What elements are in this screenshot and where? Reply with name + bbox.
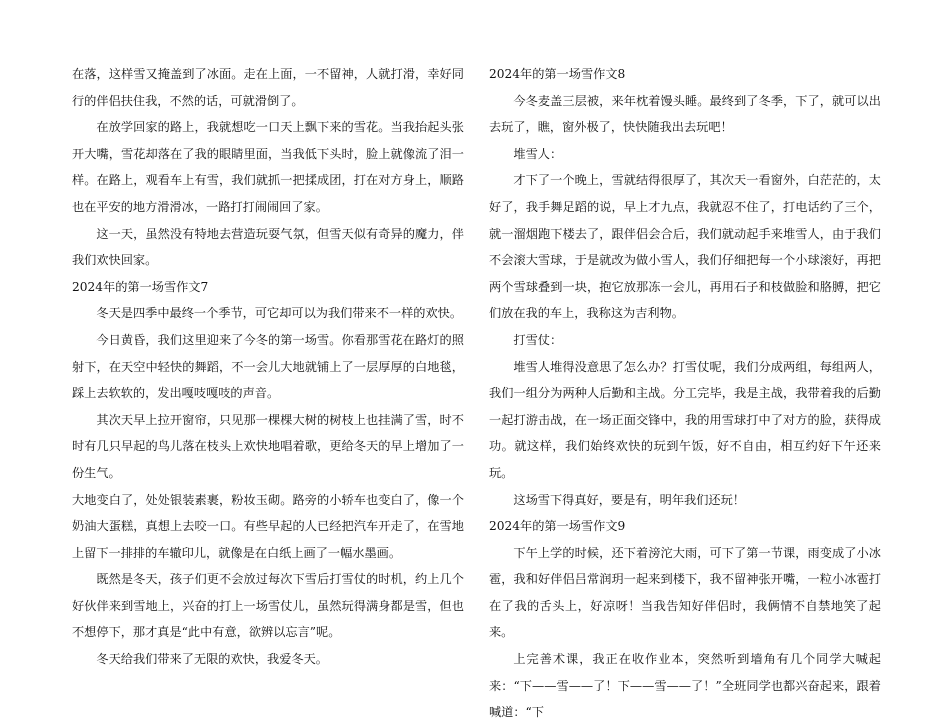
section-heading: 2024年的第一场雪作文8 xyxy=(489,67,626,81)
paragraph: 冬天是四季中最终一个季节，可它却可以为我们带来不一样的欢快。 xyxy=(96,306,463,321)
paragraph: 在放学回家的路上，我就想吃一口天上飘下来的雪花。当我抬起头张开大嘴，雪花却落在了我的眼睛里面，当我低下头时，脸上就像流了泪一样。在路上，观看车上有雪，我们就抓一把揉成团，打在对方身上，顺路也在平安的地方滑滑冰，一路打打闹闹回了家。 xyxy=(72,120,464,214)
section-heading: 2024年的第一场雪作文9 xyxy=(489,519,626,534)
paragraph: 在落，这样雪又掩盖到了冰面。走在上面，一不留神，人就打滑，幸好同行的伴侣扶住我，不然的话，可就滑倒了。 xyxy=(72,67,464,108)
paragraph: 这场雪下得真好，要是有，明年我们还玩！ xyxy=(513,492,745,507)
paragraph: 大地变白了，处处银装素裹，粉妆玉砌。路旁的小轿车也变白了，像一个奶油大蛋糕，真想上去咬一口。有些早起的人已经把汽车开走了，在雪地上留下一排排的车辙印儿，就像是在白纸上画了一幅水墨画。 xyxy=(72,492,464,560)
paragraph: 冬天给我们带来了无限的欢快，我爱冬天。 xyxy=(96,652,328,667)
paragraph: 堆雪人： xyxy=(513,146,563,161)
right-column xyxy=(489,61,881,726)
paragraph: 下午上学的时候，还下着滂沱大雨，可下了第一节课，雨变成了小冰雹，我和好伴侣吕常润玥一起来到楼下，我不留神张开嘴，一粒小冰雹打在了我的舌头上，好凉呀！当我告知好伴侣时，我俩情不自禁地笑了起来。 xyxy=(489,545,881,640)
left-column xyxy=(72,61,464,673)
paragraph: 其次天早上拉开窗帘，只见那一棵棵大树的树枝上也挂满了雪，时不时有几只早起的鸟儿落在枝头上欢快地唱着歌，更给冬天的早上增加了一份生气。 xyxy=(72,412,464,480)
paragraph: 这一天，虽然没有特地去营造玩耍气氛，但雪天似有奇异的魔力，伴我们欢快回家。 xyxy=(72,226,464,268)
paragraph: 今日黄昏，我们这里迎来了今冬的第一场雪。你看那雪花在路灯的照射下，在天空中轻快的舞蹈，不一会儿大地就铺上了一层厚厚的白地毯，踩上去软软的，发出嘎吱嘎吱的声音。 xyxy=(72,332,464,401)
paragraph: 上完善术课，我正在收作业本，突然听到墙角有几个同学大喊起来：“下——雪——了！下——雪——了！”全班同学也都兴奋起来，跟着喊道：“下 xyxy=(489,652,881,720)
section-heading: 2024年的第一场雪作文7 xyxy=(72,279,209,294)
paragraph: 今冬麦盖三层被，来年枕着馒头睡。最终到了冬季，下了，就可以出去玩了，瞧，窗外极了，快快随我出去玩吧！ xyxy=(489,93,881,135)
paragraph: 既然是冬天，孩子们更不会放过每次下雪后打雪仗的时机，约上几个好伙伴来到雪地上，兴奋的打上一场雪仗儿，虽然玩得满身都是雪，但也不想停下，那才真是“此中有意，欲辨以忘言”呢。 xyxy=(72,572,464,640)
paragraph: 堆雪人堆得没意思了怎么办？打雪仗呢，我们分成两组，每组两人，我们一组分为两种人后勤和主战。分工完毕，我是主战，我带着我的后勤一起打游击战，在一场正面交锋中，我的用雪球打中了对方的脸，获得成功。就这样，我们始终欢快的玩到午饭，好不自由，相互约好下午还来玩。 xyxy=(489,359,881,480)
paragraph: 打雪仗： xyxy=(513,332,563,347)
paragraph: 才下了一个晚上，雪就结得很厚了，其次天一看窗外，白茫茫的，太好了，我手舞足蹈的说，早上才九点，我就忍不住了，打电话约了三个，就一溜烟跑下楼去了，跟伴侣会合后，我们就动起手来堆雪人，由于我们不会滚大雪球，于是就改为做小雪人，我们仔细把每一个小球滚好，再把两个雪球叠到一块，抱它放那冻一会儿，再用石子和枝做脸和胳膊，把它们放在我的车上，我称这为吉利物。 xyxy=(489,173,881,321)
